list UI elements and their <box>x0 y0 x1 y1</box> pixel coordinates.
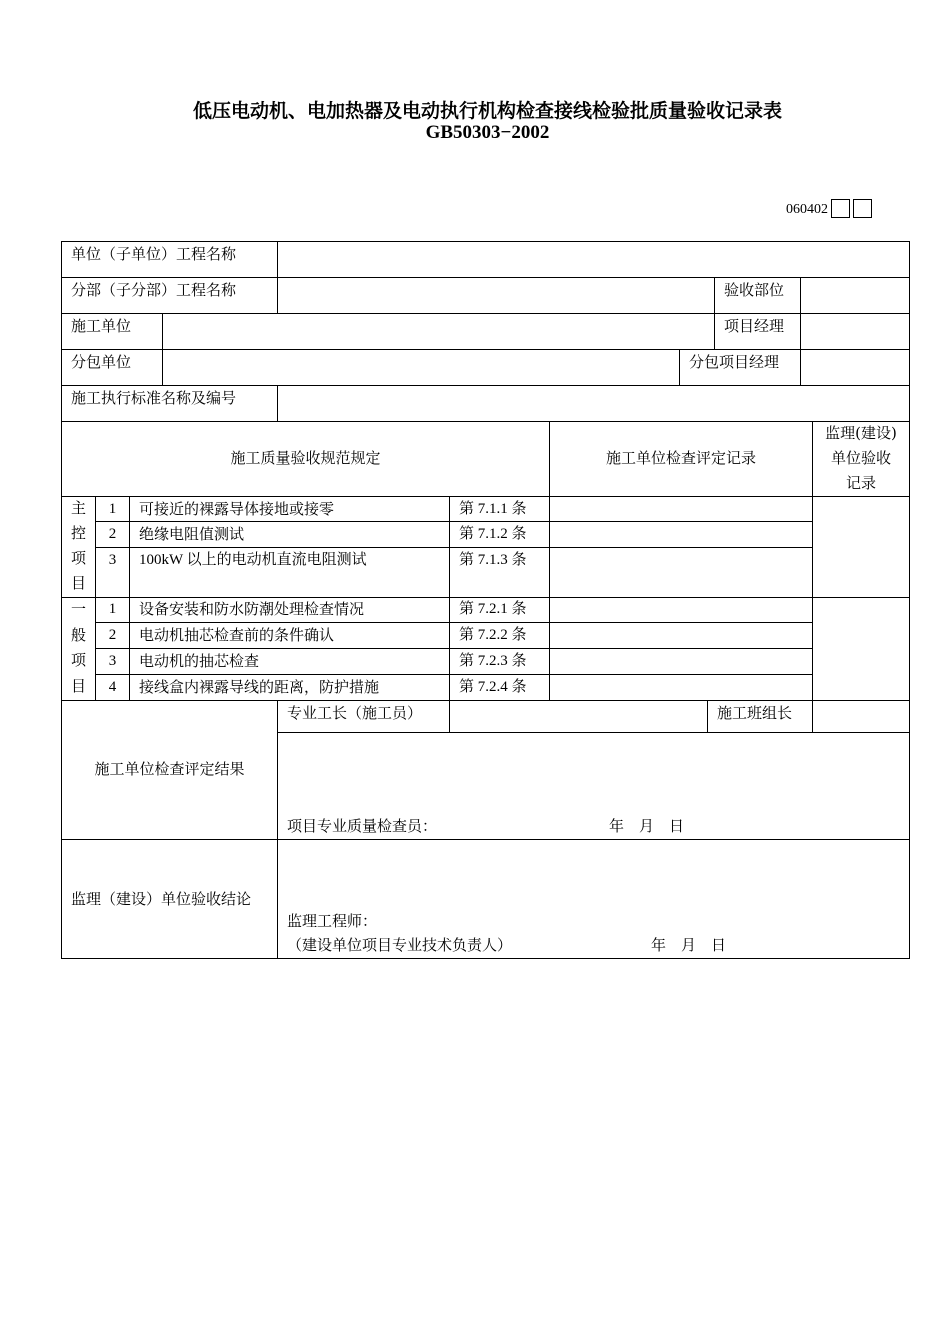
general-item-no: 4 <box>108 679 117 695</box>
contractor-record-header: 施工单位检查评定记录 <box>605 449 756 467</box>
general-item-record-field[interactable] <box>550 649 812 674</box>
sub-project-label: 分部（子分部）工程名称 <box>71 281 237 299</box>
project-manager-field[interactable] <box>801 314 909 349</box>
general-item-no: 1 <box>108 601 117 617</box>
form-number-text: 060402 <box>786 202 828 217</box>
main-items-supervisor-field[interactable] <box>813 497 909 597</box>
main-item-record-field[interactable] <box>550 522 812 547</box>
main-item-no: 2 <box>108 526 117 542</box>
project-manager-label: 项目经理 <box>724 317 785 335</box>
general-item-record-field[interactable] <box>550 675 812 700</box>
general-item-text: 电动机的抽芯检查 <box>139 652 260 670</box>
general-item-record-field[interactable] <box>550 623 812 648</box>
contractor-label: 施工单位 <box>71 317 132 335</box>
general-item-record-field[interactable] <box>550 598 812 622</box>
acceptance-part-field[interactable] <box>801 278 909 313</box>
form-number-box-2[interactable] <box>853 199 872 218</box>
main-item-text: 100kW 以上的电动机直流电阻测试 <box>139 552 367 568</box>
general-group-char: 般 <box>70 625 86 644</box>
conclusion-date: 年 月 日 <box>651 936 727 954</box>
general-item-clause: 第 7.2.1 条 <box>459 601 527 617</box>
supervisor-header-line-3: 记录 <box>845 474 876 492</box>
main-items-group-label <box>62 496 95 596</box>
supervisor-conclusion-field[interactable] <box>278 840 909 906</box>
team-leader-field[interactable] <box>813 701 909 732</box>
supervisor-conclusion-label: 监理（建设）单位验收结论 <box>71 890 252 908</box>
sub-project-manager-label: 分包项目经理 <box>689 353 780 371</box>
standard-code: GB50303−2002 <box>425 122 550 143</box>
main-item-record-field[interactable] <box>550 548 812 597</box>
main-group-char: 目 <box>70 574 86 592</box>
general-item-clause: 第 7.2.3 条 <box>459 653 527 669</box>
unit-project-field[interactable] <box>278 242 909 277</box>
foreman-field[interactable] <box>450 701 707 732</box>
main-item-no: 1 <box>108 501 117 517</box>
spec-column-header: 施工质量验收规范规定 <box>230 449 381 467</box>
subcontractor-label: 分包单位 <box>71 353 132 371</box>
main-item-clause: 第 7.1.1 条 <box>459 501 527 517</box>
standard-label: 施工执行标准名称及编号 <box>71 389 237 407</box>
general-items-group-label <box>62 597 95 700</box>
general-item-no: 2 <box>108 627 117 643</box>
contractor-result-label: 施工单位检查评定结果 <box>94 760 245 778</box>
foreman-label: 专业工长（施工员） <box>287 704 423 722</box>
form-number <box>786 199 872 218</box>
quality-inspector-label: 项目专业质量检查员： <box>287 817 438 835</box>
general-item-text: 设备安装和防水防潮处理检查情况 <box>139 600 365 618</box>
supervisor-header-line-1: 监理(建设) <box>825 424 897 442</box>
main-item-text: 绝缘电阻值测试 <box>139 525 245 543</box>
main-group-char: 控 <box>70 524 86 542</box>
main-group-char: 主 <box>70 499 86 517</box>
general-group-char: 项 <box>70 651 86 670</box>
result-date: 年 月 日 <box>609 817 685 835</box>
general-item-text: 电动机抽芯检查前的条件确认 <box>139 626 335 644</box>
general-item-clause: 第 7.2.4 条 <box>459 679 527 695</box>
owner-representative-label: （建设单位项目专业技术负责人） <box>287 936 513 954</box>
sub-project-manager-field[interactable] <box>801 350 909 385</box>
main-group-char: 项 <box>70 549 86 567</box>
main-item-no: 3 <box>108 552 117 568</box>
contractor-result-field[interactable] <box>278 733 909 811</box>
main-item-text: 可接近的裸露导体接地或接零 <box>139 500 335 518</box>
subcontractor-field[interactable] <box>163 350 679 385</box>
general-item-clause: 第 7.2.2 条 <box>459 627 527 643</box>
supervisor-record-header <box>813 421 909 496</box>
supervisor-header-line-2: 单位验收 <box>830 449 891 467</box>
team-leader-label: 施工班组长 <box>717 704 793 722</box>
general-group-char: 一 <box>70 600 86 618</box>
sub-project-field[interactable] <box>278 278 714 313</box>
general-item-text: 接线盒内裸露导线的距离，防护措施 <box>139 678 380 696</box>
main-item-record-field[interactable] <box>550 497 812 521</box>
general-group-char: 目 <box>70 677 86 696</box>
contractor-field[interactable] <box>163 314 714 349</box>
acceptance-part-label: 验收部位 <box>724 281 785 299</box>
general-items-supervisor-field[interactable] <box>813 598 909 700</box>
form-number-box-1[interactable] <box>831 199 850 218</box>
form-title: 低压电动机、电加热器及电动执行机构检查接线检验批质量验收记录表 <box>192 100 782 122</box>
supervising-engineer-label: 监理工程师： <box>287 912 378 930</box>
general-item-no: 3 <box>108 653 117 669</box>
main-item-clause: 第 7.1.2 条 <box>459 526 527 542</box>
main-item-clause: 第 7.1.3 条 <box>459 552 527 568</box>
standard-field[interactable] <box>278 386 909 421</box>
unit-project-label: 单位（子单位）工程名称 <box>71 245 237 263</box>
